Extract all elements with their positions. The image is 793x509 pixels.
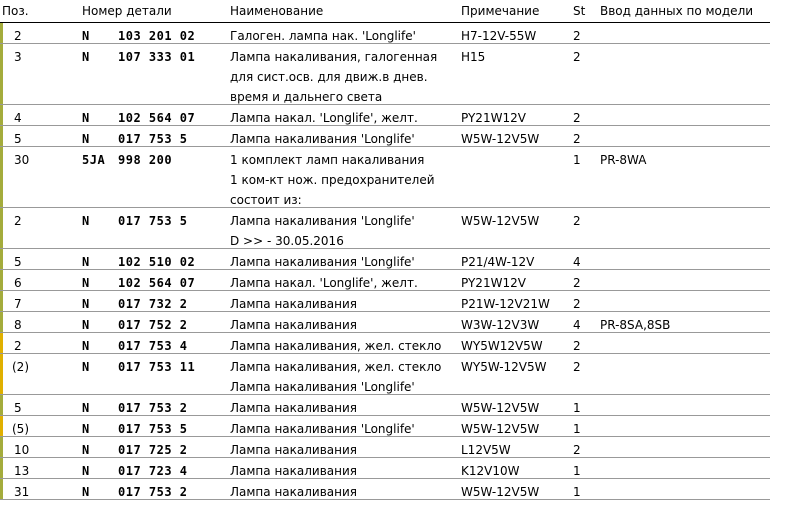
cell-prefix: N	[82, 443, 90, 457]
cell-st: 2	[573, 297, 581, 311]
cell-prefix: N	[82, 214, 90, 228]
cell-pos: 2	[14, 29, 22, 43]
cell-st: 1	[573, 153, 581, 167]
cell-part-number: 017 752 2	[118, 318, 188, 332]
cell-note: H7-12V-55W	[461, 29, 537, 43]
cell-model: PR-8WA	[600, 153, 647, 167]
table-header	[0, 0, 770, 23]
cell-st: 2	[573, 339, 581, 353]
header-model[interactable]: Ввод данных по модели	[600, 4, 754, 18]
cell-st: 1	[573, 485, 581, 499]
cell-note: P21/4W-12V	[461, 255, 535, 269]
row-indicator-bar	[0, 270, 3, 290]
cell-prefix: N	[82, 485, 90, 499]
table-body	[0, 23, 770, 500]
cell-prefix: N	[82, 111, 90, 125]
cell-part-number: 103 201 02	[118, 29, 196, 43]
cell-note: W5W-12V5W	[461, 401, 540, 415]
row-indicator-bar	[0, 333, 3, 353]
cell-name-line: Лампа накаливания 'Longlife'	[230, 132, 415, 146]
table-row[interactable]	[0, 249, 770, 270]
cell-name-line: Лампа накаливания 'Longlife'	[230, 255, 415, 269]
cell-pos: 7	[14, 297, 22, 311]
cell-model: PR-8SA,8SB	[600, 318, 671, 332]
cell-name-line: Лампа накаливания 'Longlife'	[230, 422, 415, 436]
cell-note: W5W-12V5W	[461, 485, 540, 499]
cell-prefix: N	[82, 360, 90, 374]
header-pos[interactable]: Поз.	[2, 4, 29, 18]
cell-name-line: Лампа накаливания	[230, 297, 358, 311]
cell-st: 2	[573, 132, 581, 146]
header-name[interactable]: Наименование	[230, 4, 324, 18]
cell-st: 2	[573, 111, 581, 125]
cell-prefix: N	[82, 464, 90, 478]
cell-name-line: D >> - 30.05.2016	[230, 234, 344, 248]
table-row[interactable]	[0, 105, 770, 126]
row-indicator-bar	[0, 437, 3, 457]
row-indicator-bar	[0, 479, 3, 499]
cell-pos: 31	[14, 485, 30, 499]
cell-part-number: 102 564 07	[118, 276, 196, 290]
cell-note: WY5W12V5W	[461, 339, 543, 353]
cell-part-number: 102 564 07	[118, 111, 196, 125]
cell-prefix: N	[82, 29, 90, 43]
cell-note: PY21W12V	[461, 111, 526, 125]
table-row[interactable]	[0, 126, 770, 147]
cell-note: H15	[461, 50, 486, 64]
cell-name-line: Лампа накал. 'Longlife', желт.	[230, 276, 418, 290]
cell-note: WY5W-12V5W	[461, 360, 547, 374]
header-st[interactable]: St	[573, 4, 586, 18]
cell-st: 4	[573, 255, 581, 269]
row-indicator-bar	[0, 126, 3, 146]
cell-pos: (5)	[12, 422, 29, 436]
cell-prefix: N	[82, 276, 90, 290]
row-indicator-bar	[0, 312, 3, 332]
cell-prefix: N	[82, 422, 90, 436]
cell-part-number: 998 200	[118, 153, 173, 167]
cell-name-line: Лампа накаливания	[230, 464, 358, 478]
cell-pos: 30	[14, 153, 30, 167]
cell-st: 2	[573, 443, 581, 457]
cell-part-number: 017 753 5	[118, 132, 188, 146]
cell-part-number: 017 753 5	[118, 422, 188, 436]
cell-prefix: N	[82, 339, 90, 353]
cell-note: W5W-12V5W	[461, 132, 540, 146]
table-row[interactable]	[0, 147, 770, 208]
cell-name-line: Лампа накаливания, галогенная	[230, 50, 438, 64]
cell-part-number: 017 732 2	[118, 297, 188, 311]
cell-pos: 13	[14, 464, 30, 478]
row-indicator-bar	[0, 291, 3, 311]
table-row[interactable]	[0, 333, 770, 354]
cell-name-line: Лампа накаливания	[230, 401, 358, 415]
cell-name-line: Лампа накаливания 'Longlife'	[230, 380, 415, 394]
cell-prefix: N	[82, 255, 90, 269]
cell-name-line: Лампа накаливания, жел. стекло	[230, 360, 442, 374]
row-indicator-bar	[0, 458, 3, 478]
row-indicator-bar	[0, 44, 3, 104]
row-indicator-bar	[0, 208, 3, 248]
cell-name-line: Лампа накаливания	[230, 318, 358, 332]
table-row[interactable]	[0, 437, 770, 458]
table-row[interactable]	[0, 416, 770, 437]
table-row[interactable]	[0, 479, 770, 500]
cell-note: W3W-12V3W	[461, 318, 540, 332]
cell-part-number: 017 753 5	[118, 214, 188, 228]
cell-name-line: Галоген. лампа нак. 'Longlife'	[230, 29, 416, 43]
cell-name-line: для сист.осв. для движ.в днев.	[230, 70, 428, 84]
cell-note: W5W-12V5W	[461, 214, 540, 228]
header-part-number[interactable]: Номер детали	[82, 4, 172, 18]
row-indicator-bar	[0, 416, 3, 436]
header-note[interactable]: Примечание	[461, 4, 540, 18]
cell-name-line: время и дальнего света	[230, 90, 383, 104]
cell-part-number: 102 510 02	[118, 255, 196, 269]
cell-part-number: 107 333 01	[118, 50, 196, 64]
table-row[interactable]	[0, 44, 770, 105]
cell-part-number: 017 753 2	[118, 401, 188, 415]
table-row[interactable]	[0, 354, 770, 395]
cell-name-line: Лампа накаливания 'Longlife'	[230, 214, 415, 228]
table-row[interactable]	[0, 395, 770, 416]
cell-st: 2	[573, 29, 581, 43]
cell-st: 1	[573, 401, 581, 415]
cell-pos: 5	[14, 255, 22, 269]
cell-pos: (2)	[12, 360, 29, 374]
cell-note: P21W-12V21W	[461, 297, 550, 311]
table-row[interactable]	[0, 208, 770, 249]
cell-st: 4	[573, 318, 581, 332]
table-row[interactable]	[0, 458, 770, 479]
cell-name-line: состоит из:	[230, 193, 302, 207]
cell-part-number: 017 753 2	[118, 485, 188, 499]
cell-prefix: N	[82, 318, 90, 332]
cell-pos: 6	[14, 276, 22, 290]
row-indicator-bar	[0, 147, 3, 207]
row-indicator-bar	[0, 395, 3, 415]
cell-name-line: Лампа накаливания	[230, 485, 358, 499]
cell-pos: 2	[14, 214, 22, 228]
cell-name-line: 1 ком-кт нож. предохранителей	[230, 173, 435, 187]
cell-st: 2	[573, 50, 581, 64]
cell-note: L12V5W	[461, 443, 511, 457]
cell-prefix: N	[82, 132, 90, 146]
cell-note: K12V10W	[461, 464, 520, 478]
cell-pos: 10	[14, 443, 30, 457]
cell-st: 2	[573, 276, 581, 290]
cell-st: 2	[573, 214, 581, 228]
cell-prefix: N	[82, 297, 90, 311]
cell-pos: 4	[14, 111, 22, 125]
cell-name-line: Лампа накал. 'Longlife', желт.	[230, 111, 418, 125]
row-indicator-bar	[0, 249, 3, 269]
cell-prefix: 5JA	[82, 153, 106, 167]
cell-note: PY21W12V	[461, 276, 526, 290]
cell-part-number: 017 753 11	[118, 360, 196, 374]
table-row[interactable]	[0, 312, 770, 333]
cell-st: 1	[573, 464, 581, 478]
cell-pos: 8	[14, 318, 22, 332]
cell-note: W5W-12V5W	[461, 422, 540, 436]
cell-name-line: Лампа накаливания, жел. стекло	[230, 339, 442, 353]
cell-name-line: Лампа накаливания	[230, 443, 358, 457]
cell-st: 2	[573, 360, 581, 374]
cell-pos: 5	[14, 132, 22, 146]
cell-prefix: N	[82, 401, 90, 415]
cell-pos: 5	[14, 401, 22, 415]
cell-part-number: 017 723 4	[118, 464, 188, 478]
row-indicator-bar	[0, 105, 3, 125]
row-indicator-bar	[0, 354, 3, 394]
cell-part-number: 017 753 4	[118, 339, 188, 353]
cell-pos: 3	[14, 50, 22, 64]
table-row[interactable]	[0, 23, 770, 44]
cell-prefix: N	[82, 50, 90, 64]
row-indicator-bar	[0, 23, 3, 43]
cell-part-number: 017 725 2	[118, 443, 188, 457]
cell-pos: 2	[14, 339, 22, 353]
cell-name-line: 1 комплект ламп накаливания	[230, 153, 425, 167]
table-row[interactable]	[0, 291, 770, 312]
table-row[interactable]	[0, 270, 770, 291]
cell-st: 1	[573, 422, 581, 436]
